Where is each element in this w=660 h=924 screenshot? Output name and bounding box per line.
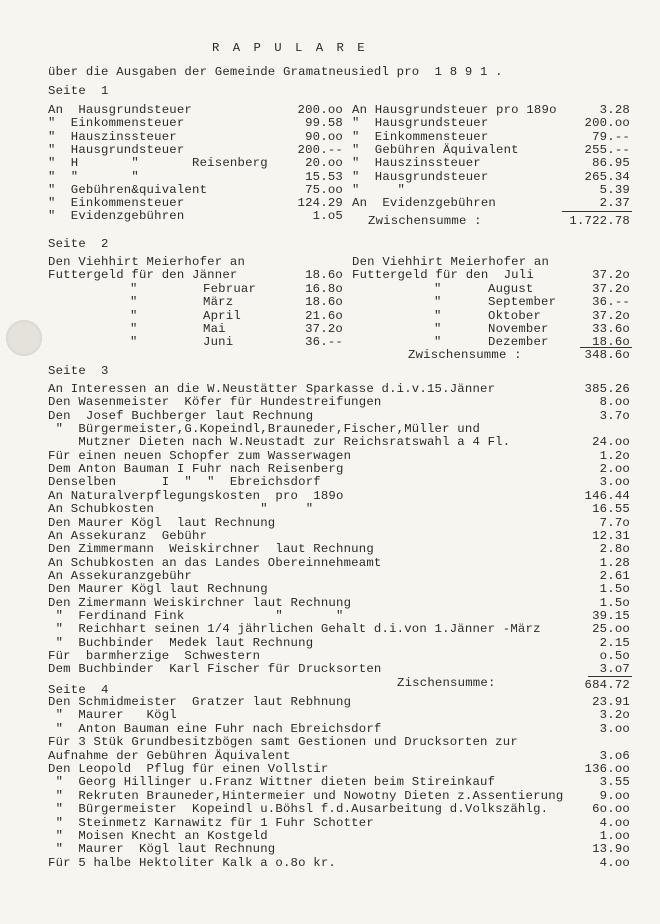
entry-label: Den Maurer Kögl laut Rechnung [48,515,276,530]
document-title: R A P U L A R E [212,41,368,55]
entry-label: " Einkommensteuer [352,129,489,144]
entry-label: Für 5 halbe Hektoliter Kalk a o.8o kr. [48,855,337,870]
subtotal-rule [588,676,632,677]
entry-amount: 200.-- [297,142,343,157]
entry-amount: 3.o6 [599,748,630,763]
entry-label: Dem Anton Bauman I Fuhr nach Reisenberg [48,462,344,477]
entry-amount: 18.6o [305,295,343,310]
entry-amount: 146.44 [584,488,630,503]
entry-amount: 12.31 [592,528,630,543]
entry-amount: 13.9o [592,842,630,857]
entry-amount: 255.-- [584,142,630,157]
entry-label: " Hauszinssteuer [48,129,177,144]
entry-label: An Hausgrundsteuer [48,103,193,117]
ditto-mark: " [130,295,138,310]
entry-amount: o.5o [599,649,630,663]
entry-label: Den Viehhirt Meierhofer an [48,255,246,269]
entry-label: " Buchbinder Medek laut Rechnung [48,635,314,650]
entry-label: " Reichhart seinen 1/4 jährlichen Gehalt d.i.von 1.Jänner -März [48,622,541,637]
section-heading-seite-3: Seite 3 [48,364,109,378]
entry-label: Futtergeld für den Jänner [48,268,238,282]
entry-amount: 265.34 [584,169,630,184]
month-label: Juni [203,335,234,350]
entry-label: " Maurer Kögl [48,708,177,723]
entry-amount: 15.53 [305,169,343,184]
section-heading-seite-2: Seite 2 [48,237,109,251]
entry-label: Aufnahme der Gebühren Äquivalent [48,748,291,763]
entry-label: An Assekuranzgebühr [48,568,193,583]
entry-amount: 4.oo [599,855,630,870]
ditto-mark: " [434,308,442,323]
entry-amount: 8.oo [599,395,630,410]
month-label: April [203,308,241,323]
entry-label: " Rekruten Brauneder,Hintermeier und Nowotny Dieten z.Assentierung [48,788,564,803]
entry-amount: 2.61 [599,568,630,583]
entry-amount: 2.37 [599,196,630,211]
entry-amount: 1.28 [599,555,630,570]
entry-amount: 37.2o [592,308,630,323]
entry-label: Den Wasenmeister Köfer für Hundestreifungen [48,395,382,410]
entry-amount: 200.oo [584,116,630,131]
entry-amount: 1.2o [599,448,630,463]
entry-amount: 23.91 [592,695,630,709]
entry-label: " " [352,182,406,197]
entry-amount: 75.oo [305,182,343,197]
entry-amount: 37.2o [592,282,630,296]
entry-label: An Schubkosten " " [48,502,314,517]
month-label: November [488,321,549,336]
entry-label: Für einen neuen Schopfer zum Wasserwagen [48,448,352,463]
month-label: September [488,295,557,310]
entry-label: " Anton Bauman eine Fuhr nach Ebreichsdorf [48,721,382,736]
entry-amount: 16.55 [592,502,630,517]
entry-label: An Assekuranz Gebühr [48,528,208,543]
entry-label: Den Josef Buchberger laut Rechnung [48,408,314,423]
ditto-mark: " [130,308,138,323]
entry-label: Den Zimmermann Weiskirchner laut Rechnung [48,542,374,557]
entry-amount: 20.oo [305,156,343,171]
entry-amount: 200.oo [297,103,343,117]
entry-amount: 25.oo [592,622,630,637]
entry-amount: 9.oo [599,788,630,803]
entry-label: " Hausgrundsteuer [352,169,489,184]
ditto-mark: " [130,321,138,336]
ditto-mark: " [130,282,138,296]
entry-amount: 4.oo [599,815,630,830]
entry-amount: 3.28 [599,103,630,117]
ditto-mark: " [434,335,442,350]
entry-amount: 1.5o [599,595,630,610]
subtotal-value: 348.6o [584,348,630,362]
entry-label: " Einkommensteuer [48,116,185,131]
entry-label: Den Schmidmeister Gratzer laut Rebhnung [48,695,352,709]
entry-amount: 7.7o [599,515,630,530]
entry-amount: 6o.oo [592,802,630,817]
entry-label: " Maurer Kögl laut Rechnung [48,842,276,857]
section-heading-seite-1: Seite 1 [48,84,109,98]
month-label: Mai [203,321,226,336]
entry-label: " Steinmetz Karnawitz für 1 Fuhr Schotter [48,815,374,830]
entry-label: " Gebühren&quivalent [48,182,208,197]
subtotal-value: 684.72 [584,678,630,692]
entry-label: Für barmherzige Schwestern [48,649,261,663]
entry-amount: 1.o5 [312,209,343,224]
entry-amount: 3.o7 [599,662,630,677]
entry-amount: 124.29 [297,196,343,211]
entry-label: " Bürgermeister,G.Kopeindl,Brauneder,Fischer,Müller und [48,422,481,437]
entry-label: An Interessen an die W.Neustätter Sparkasse d.i.v.15.Jänner [48,382,496,396]
entry-amount: 18.6o [305,268,343,282]
entry-label: An Hausgrundsteuer pro 189o [352,103,557,117]
subtotal-label: Zischensumme: [397,676,496,690]
entry-amount: 21.6o [305,308,343,323]
entry-amount: 3.7o [599,408,630,423]
subtotal-label: Zwischensumme : [368,214,482,228]
entry-label: Den Leopold Pflug für einen Vollstir [48,762,329,776]
entry-amount: 16.8o [305,282,343,296]
ditto-mark: " [434,295,442,310]
entry-label: Den Viehhirt Meierhofer an [352,255,550,269]
entry-label: " Einkommensteuer [48,196,185,211]
entry-label: An Schubkosten an das Landes Obereinnehmeamt [48,555,382,570]
month-label: Februar [203,282,257,296]
entry-amount: 18.6o [592,335,630,350]
entry-label: Futtergeld für den Juli [352,268,534,282]
entry-label: " Bürgermeister Kopeindl u.Böhsl f.d.Ausarbeitung d.Volkszählg. [48,802,549,817]
entry-label: Den Zimermann Weiskirchner laut Rechnung [48,595,352,610]
entry-label: Mutzner Dieten nach W.Neustadt zur Reichsratswahl a 4 Fl. [48,435,511,450]
entry-amount: 99.58 [305,116,343,131]
ditto-mark: " [434,282,442,296]
month-label: März [203,295,234,310]
month-label: Dezember [488,335,549,350]
entry-amount: 385.26 [584,382,630,396]
subtotal-value: 1.722.78 [569,214,630,228]
punch-hole [6,320,42,356]
ditto-mark: " [130,335,138,350]
section-heading-seite-4: Seite 4 [48,683,109,697]
document-subtitle: über die Ausgaben der Gemeinde Gramatneusiedl pro 1 8 9 1 . [48,65,503,79]
entry-amount: 36.-- [305,335,343,350]
entry-amount: 24.oo [592,435,630,450]
entry-amount: 136.oo [584,762,630,776]
entry-amount: 1.oo [599,829,630,843]
entry-amount: 86.95 [592,156,630,171]
entry-label: " Georg Hillinger u.Franz Wittner dieten beim Stireinkauf [48,775,496,790]
entry-amount: 33.6o [592,321,630,336]
entry-label: An Evidenzgebühren [352,196,497,211]
entry-label: " " " [48,169,139,184]
entry-label: An Naturalverpflegungskosten pro 189o [48,488,344,503]
entry-amount: 37.2o [305,321,343,336]
entry-label: Denselben I " " Ebreichsdorf [48,475,321,490]
entry-label: " H " Reisenberg [48,156,268,171]
subtotal-rule [580,347,632,348]
entry-label: Dem Buchbinder Karl Fischer für Drucksorten [48,662,382,677]
month-label: Oktober [488,308,542,323]
month-label: August [488,282,534,296]
entry-amount: 90.oo [305,129,343,144]
entry-label: " Moisen Knecht an Kostgeld [48,829,268,843]
entry-label: " Evidenzgebühren [48,209,185,224]
entry-amount: 36.-- [592,295,630,310]
entry-amount: 3.2o [599,708,630,723]
entry-amount: 3.oo [599,721,630,736]
entry-label: " Gebühren Äquivalent [352,142,519,157]
entry-amount: 79.-- [592,129,630,144]
entry-label: " Hausgrundsteuer [352,116,489,131]
entry-amount: 5.39 [599,182,630,197]
entry-amount: 1.5o [599,582,630,597]
entry-amount: 3.oo [599,475,630,490]
subtotal-label: Zwischensumme : [408,348,522,362]
entry-label: " Hausgrundsteuer [48,142,185,157]
entry-label: " Ferdinand Fink " " [48,608,344,623]
entry-amount: 39.15 [592,608,630,623]
entry-amount: 2.8o [599,542,630,557]
entry-amount: 2.15 [599,635,630,650]
subtotal-rule [562,211,632,212]
entry-amount: 37.2o [592,268,630,282]
entry-label: Den Maurer Kögl laut Rechnung [48,582,268,597]
entry-label: Für 3 Stük Grundbesitzbögen samt Gestionen und Drucksorten zur [48,735,518,750]
entry-label: " Hauszinssteuer [352,156,481,171]
ditto-mark: " [434,321,442,336]
entry-amount: 2.oo [599,462,630,477]
entry-amount: 3.55 [599,775,630,790]
